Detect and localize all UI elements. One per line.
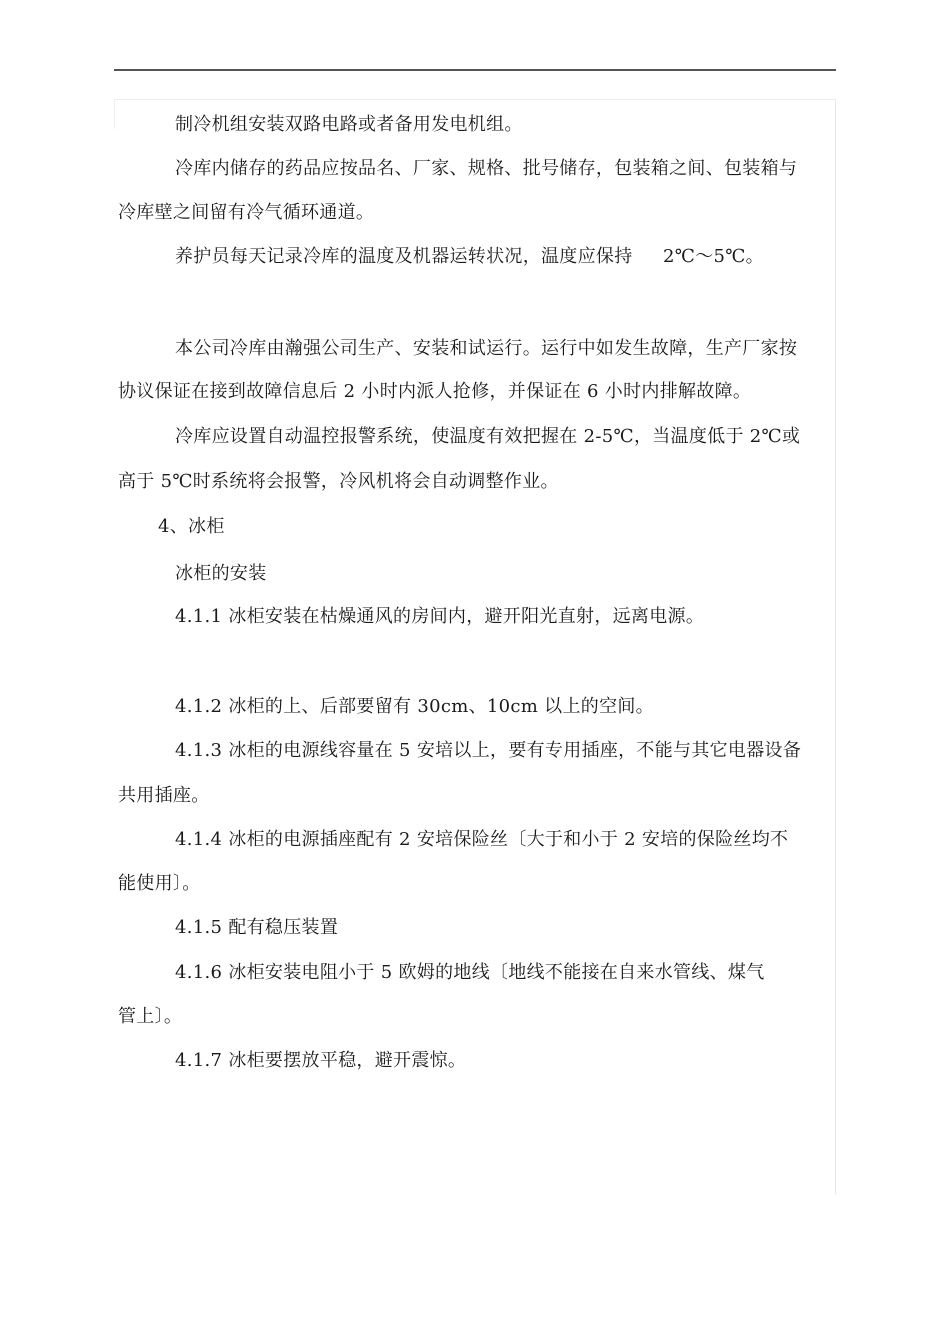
subsection-heading: 冰柜的安装 (175, 563, 267, 584)
paragraph-line: 冷库内储存的药品应按品名、厂家、规格、批号储存，包装箱之间、包装箱与 (175, 158, 798, 179)
paragraph-line: 养护员每天记录冷库的温度及机器运转状况，温度应保持 (175, 246, 633, 267)
paragraph-line: 冷库应设置自动温控报警系统，使温度有效把握在 2-5℃，当温度低于 2℃或 (175, 426, 801, 447)
paragraph-line: 4.1.2 冰柜的上、后部要留有 30cm、10cm 以上的空间。 (175, 696, 654, 717)
section-heading: 4、冰柜 (158, 516, 225, 537)
paragraph-line: 4.1.3 冰柜的电源线容量在 5 安培以上，要有专用插座，不能与其它电器设备 (175, 740, 802, 761)
paragraph-line: 高于 5℃时系统将会报警，冷风机将会自动调整作业。 (118, 471, 559, 492)
paragraph-line: 4.1.1 冰柜安装在枯燥通风的房间内，避开阳光直射，远离电源。 (175, 606, 705, 627)
page-frame-left (114, 99, 115, 129)
paragraph-line: 能使用〕。 (118, 873, 201, 894)
page-frame-top (114, 99, 836, 100)
paragraph-line: 制冷机组安装双路电路或者备用发电机组。 (175, 114, 523, 135)
paragraph-line: 4.1.4 冰柜的电源插座配有 2 安培保险丝〔大于和小于 2 安培的保险丝均不 (175, 829, 789, 850)
paragraph-line: 4.1.6 冰柜安装电阻小于 5 欧姆的地线〔地线不能接在自来水管线、煤气 (175, 962, 765, 983)
header-rule (114, 69, 836, 71)
paragraph-line: 共用插座。 (118, 785, 210, 806)
paragraph-line: 2℃～5℃。 (663, 246, 764, 267)
paragraph-line: 协议保证在接到故障信息后 2 小时内派人抢修，并保证在 6 小时内排解故障。 (118, 381, 752, 402)
paragraph-line: 管上〕。 (118, 1006, 183, 1027)
paragraph-line: 冷库壁之间留有冷气循环通道。 (118, 202, 375, 223)
page-frame-right (835, 99, 836, 1194)
paragraph-line: 4.1.5 配有稳压装置 (175, 917, 339, 938)
paragraph-line: 本公司冷库由瀚强公司生产、安装和试运行。运行中如发生故障，生产厂家按 (175, 338, 798, 359)
paragraph-line: 4.1.7 冰柜要摆放平稳，避开震惊。 (175, 1050, 467, 1071)
